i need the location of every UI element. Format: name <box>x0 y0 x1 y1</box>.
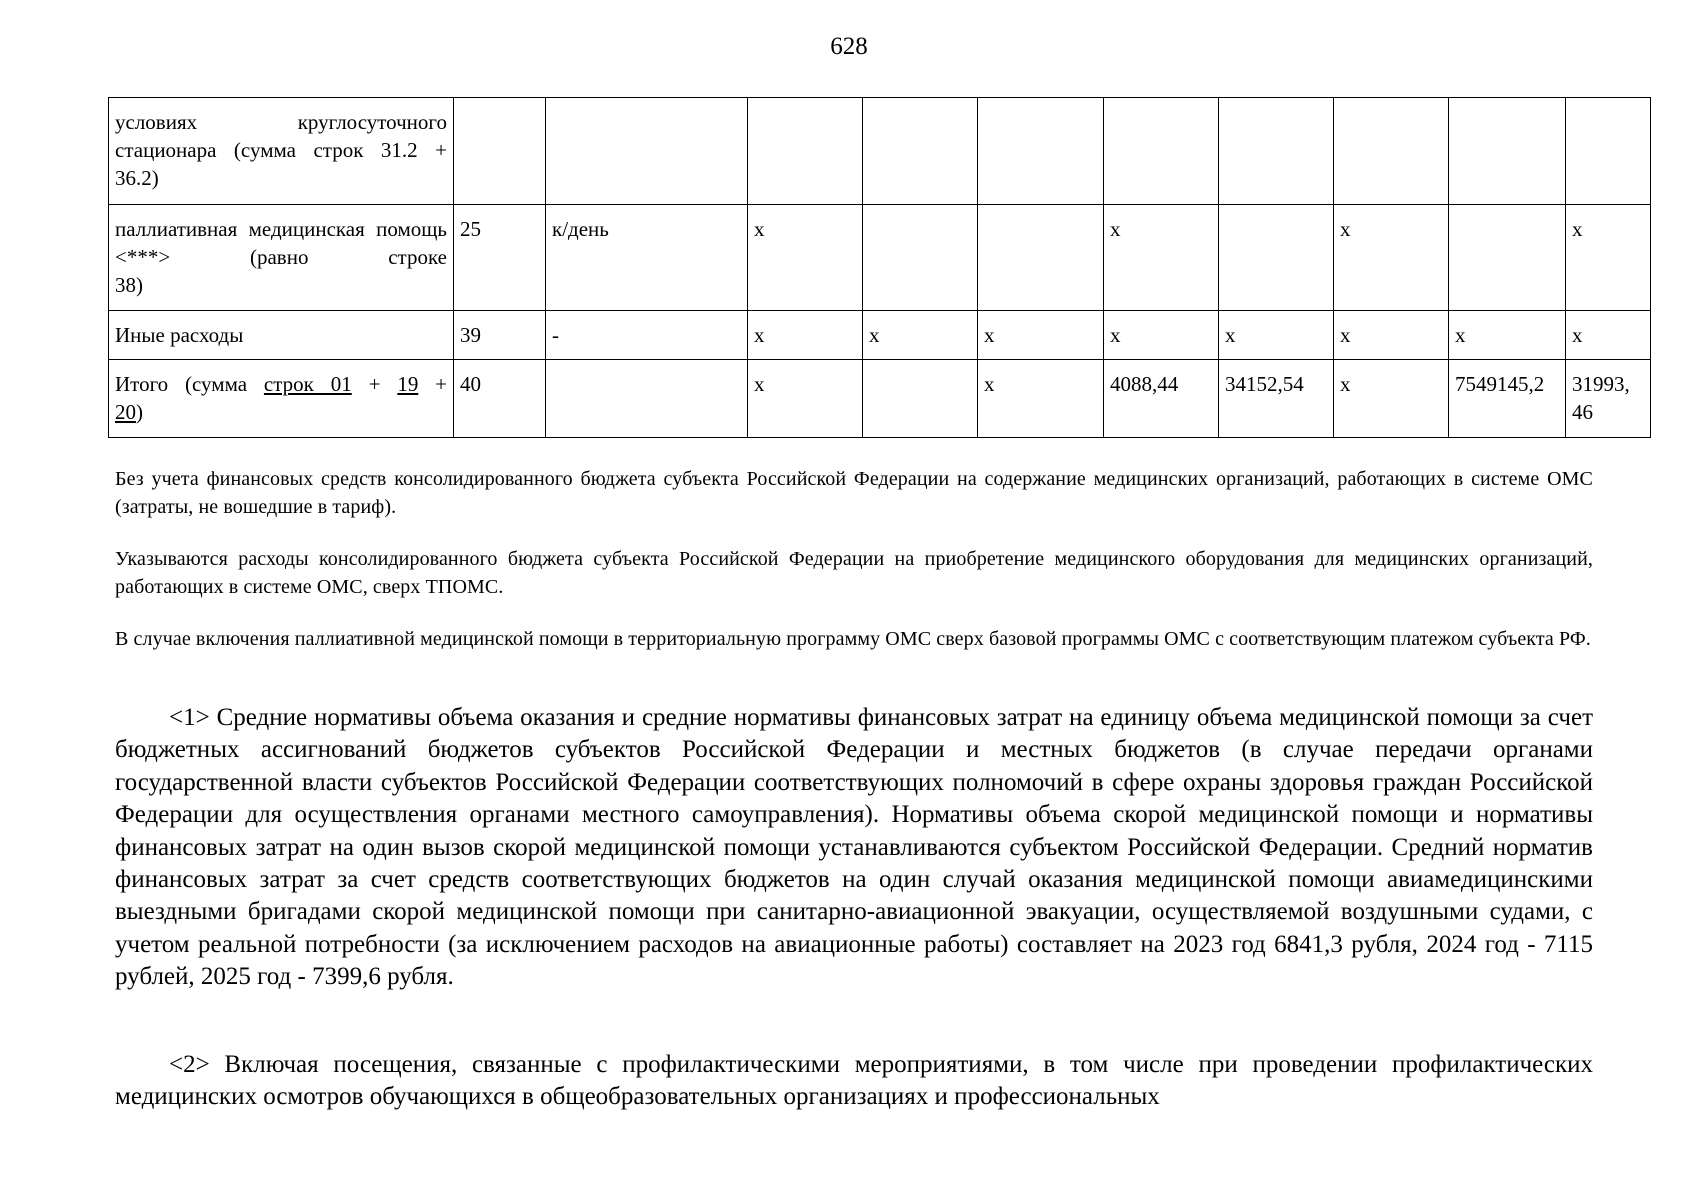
table-cell: 4088,44 <box>1104 360 1219 438</box>
table-cell <box>1449 98 1566 205</box>
table-cell <box>863 205 978 311</box>
table-cell: 31993, 46 <box>1566 360 1651 438</box>
table-cell: 34152,54 <box>1219 360 1334 438</box>
table-cell <box>1449 205 1566 311</box>
note-1: <1> Средние нормативы объема оказания и средние нормативы финансовых затрат на единицу объема медицинской помощи за счет бюджетных ассигнований бюджетов субъектов Российской Федерации и местных бюджетов (в случае передачи органами государственной власти субъектов Российской Федерации соответствующих полномочий в сфере охраны здоровья граждан Российской Федерации для осуществления органами местного самоуправления). Нормативы объема скорой медицинской помощи и нормативы финансовых затрат на один вызов скорой медицинской помощи устанавливаются субъектом Российской Федерации. Средний норматив финансовых затрат за счет средств соответствующих бюджетов на один случай оказания медицинской помощи авиамедицинскими выездными бригадами скорой медицинской помощи при санитарно-авиационной эвакуации, осуществляемой воздушными судами, с учетом реальной потребности (за исключением расходов на авиационные работы) составляет на 2023 год 6841,3 рубля, 2024 год - 7115 рублей, 2025 год - 7399,6 рубля. <box>115 704 1593 991</box>
table-cell <box>1104 98 1219 205</box>
table-cell: х <box>863 311 978 360</box>
table-cell: 40 <box>454 360 546 438</box>
financial-table <box>108 97 1651 438</box>
table-cell: х <box>1104 205 1219 311</box>
table-cell <box>1219 98 1334 205</box>
table-cell <box>546 98 748 205</box>
row-name: условиях круглосуточного стационара (сумма строк 31.2 + 36.2) <box>109 98 454 205</box>
row-name: паллиативная медицинская помощь <***> (равно строке 38) <box>109 205 454 311</box>
table-cell <box>546 360 748 438</box>
footnote-equipment-note: Указываются расходы консолидированного бюджета субъекта Российской Федерации на приобретение медицинского оборудования для медицинских организаций, работающих в системе ОМС, сверх ТПОМС. <box>115 548 1593 598</box>
table-row <box>109 205 1651 311</box>
table-cell <box>863 360 978 438</box>
table-cell <box>1334 98 1449 205</box>
table-cell: 25 <box>454 205 546 311</box>
table-row <box>109 311 1651 360</box>
table-row <box>109 360 1651 438</box>
table-cell: к/день <box>546 205 748 311</box>
table-cell: - <box>546 311 748 360</box>
table-cell: х <box>978 311 1104 360</box>
table-row <box>109 98 1651 205</box>
table-cell <box>978 205 1104 311</box>
table-cell: х <box>1219 311 1334 360</box>
table-cell: х <box>748 311 863 360</box>
table-cell: х <box>1334 311 1449 360</box>
table-cell: х <box>1566 311 1651 360</box>
table-cell: 7549145,2 <box>1449 360 1566 438</box>
table-cell: х <box>1566 205 1651 311</box>
row-name: Иные расходы <box>109 311 454 360</box>
table-cell: 39 <box>454 311 546 360</box>
table-cell: х <box>1104 311 1219 360</box>
page-number: 628 <box>830 33 868 60</box>
table-cell <box>863 98 978 205</box>
link-rows-01[interactable]: строк 01 <box>263 372 352 396</box>
table-cell <box>1566 98 1651 205</box>
row-name: Итого (сумма строк 01 + 19 + 20) <box>109 360 454 438</box>
table-cell: х <box>978 360 1104 438</box>
table-cell: х <box>1449 311 1566 360</box>
footnote-palliative-note: В случае включения паллиативной медицинской помощи в территориальную программу ОМС сверх базовой программы ОМС с соответствующим платежом субъекта РФ. <box>115 628 1591 650</box>
link-row-19[interactable]: 19 <box>397 372 419 396</box>
table-cell: х <box>1334 205 1449 311</box>
table-cell <box>748 98 863 205</box>
table-cell: х <box>748 205 863 311</box>
table-cell <box>1219 205 1334 311</box>
table-cell: х <box>1334 360 1449 438</box>
table-cell: х <box>748 360 863 438</box>
table-cell <box>454 98 546 205</box>
table-cell <box>978 98 1104 205</box>
footnote-budget-note: Без учета финансовых средств консолидированного бюджета субъекта Российской Федерации на содержание медицинских организаций, работающих в системе ОМС (затраты, не вошедшие в тариф). <box>115 468 1593 518</box>
note-2: <2> Включая посещения, связанные с профилактическими мероприятиями, в том числе при проведении профилактических медицинских осмотров обучающихся в общеобразовательных организациях и профессиональных <box>115 1051 1593 1111</box>
link-row-20[interactable]: 20 <box>115 400 136 424</box>
